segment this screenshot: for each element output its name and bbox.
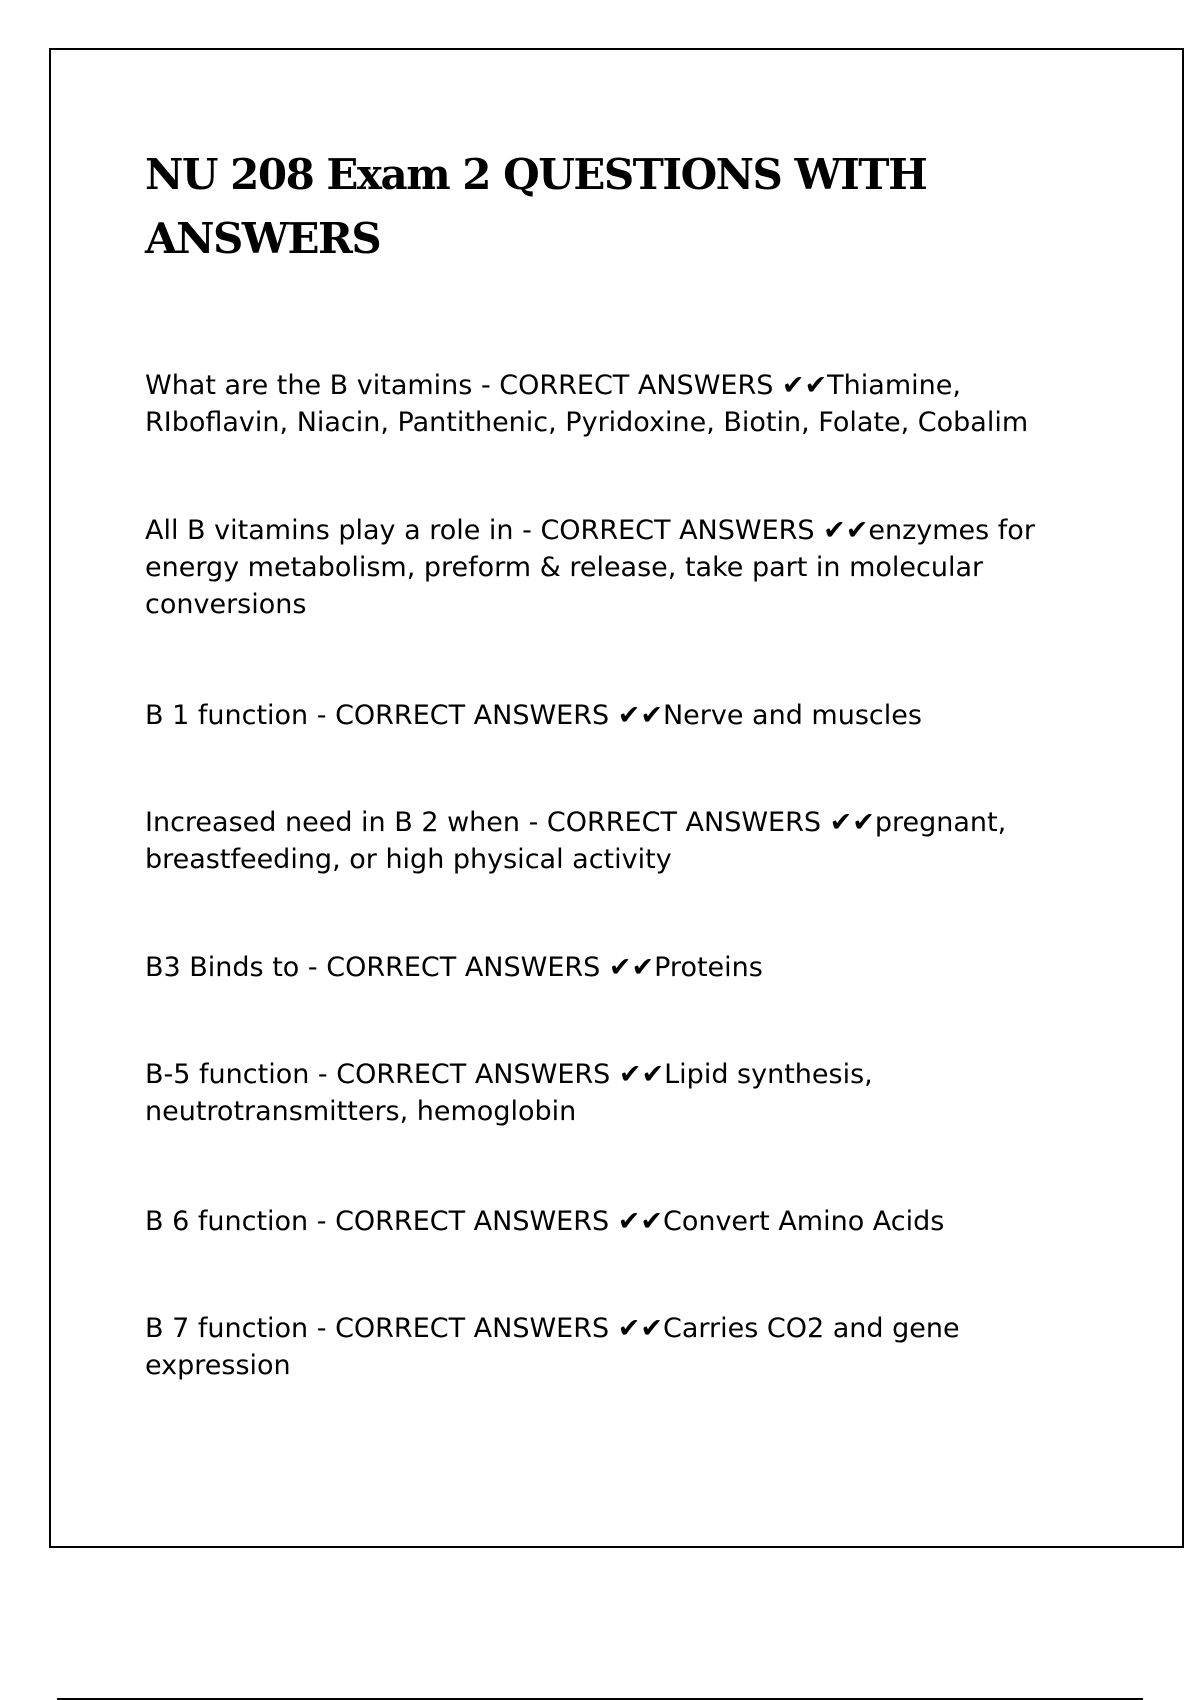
- qa-item-b-vitamins: What are the B vitamins - CORRECT ANSWERS ✔✔Thiamine, RIboflavin, Niacin, Pantithenic, Pyridoxine, Biotin, Folate, Cobalim: [145, 370, 1029, 438]
- qa-item-b2-need: Increased need in B 2 when - CORRECT ANSWERS ✔✔pregnant, breastfeeding, or high physical activity: [145, 807, 1007, 875]
- qa-item-b1-function: B 1 function - CORRECT ANSWERS ✔✔Nerve and muscles: [145, 700, 922, 731]
- document-title: NU 208 Exam 2 QUESTIONS WITH ANSWERS: [145, 150, 927, 263]
- qa-item-b3-binds: B3 Binds to - CORRECT ANSWERS ✔✔Proteins: [145, 952, 763, 983]
- qa-item-b-vitamins-role: All B vitamins play a role in - CORRECT ANSWERS ✔✔enzymes for energy metabolism, preform & release, take part in molecular conversions: [145, 515, 1035, 620]
- qa-item-b7-function: B 7 function - CORRECT ANSWERS ✔✔Carries CO2 and gene expression: [145, 1313, 960, 1381]
- qa-item-b6-function: B 6 function - CORRECT ANSWERS ✔✔Convert Amino Acids: [145, 1206, 945, 1237]
- qa-item-b5-function: B-5 function - CORRECT ANSWERS ✔✔Lipid synthesis, neutrotransmitters, hemoglobin: [145, 1059, 873, 1127]
